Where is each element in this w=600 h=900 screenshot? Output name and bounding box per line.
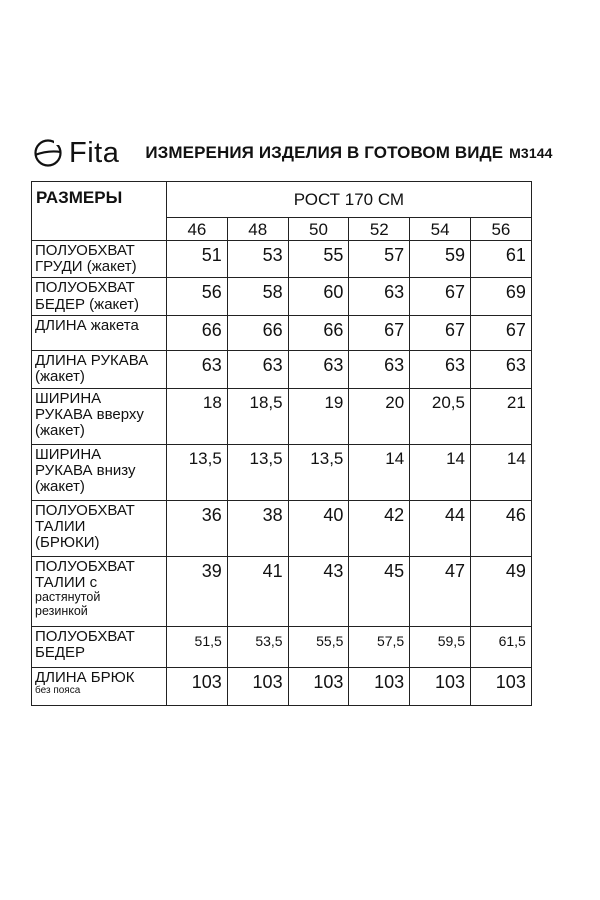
label-line: БЕДЕР (жакет) — [35, 295, 139, 313]
title-text: ИЗМЕРЕНИЯ ИЗДЕЛИЯ В ГОТОВОМ ВИДЕ — [145, 143, 504, 162]
table-cell: 36 — [167, 500, 228, 556]
table-cell: 60 — [288, 278, 349, 315]
label-line: ДЛИНА РУКАВА — [35, 351, 149, 369]
table-cell: 67 — [410, 278, 471, 315]
size-header: 54 — [410, 218, 471, 241]
table-cell: 63 — [288, 350, 349, 388]
size-header: 52 — [349, 218, 410, 241]
table-cell: 58 — [227, 278, 288, 315]
row-label — [32, 315, 167, 350]
table-cell: 103 — [288, 667, 349, 705]
table-cell: 49 — [470, 556, 531, 626]
table-row — [32, 444, 532, 500]
table-cell: 66 — [288, 315, 349, 350]
table-cell: 45 — [349, 556, 410, 626]
table-cell: 53 — [227, 241, 288, 278]
table-cell: 57,5 — [349, 626, 410, 667]
size-header: 48 — [227, 218, 288, 241]
table-row — [32, 667, 532, 705]
table-cell: 59,5 — [410, 626, 471, 667]
row-label — [32, 388, 167, 444]
row-label — [32, 278, 167, 315]
row-label — [32, 444, 167, 500]
row-label — [32, 241, 167, 278]
brand-logo — [33, 138, 119, 168]
label-line: ПОЛУОБХВАТ — [35, 242, 135, 259]
table-cell: 38 — [227, 500, 288, 556]
table-cell: 67 — [470, 315, 531, 350]
label-line: ТАЛИИ с — [35, 573, 98, 591]
size-header: 56 — [470, 218, 531, 241]
label-line: без пояса — [35, 684, 81, 696]
table-cell: 53,5 — [227, 626, 288, 667]
table-row — [32, 556, 532, 626]
table-cell: 20,5 — [410, 388, 471, 444]
table-cell: 63 — [470, 350, 531, 388]
table-cell: 40 — [288, 500, 349, 556]
table-cell: 63 — [349, 350, 410, 388]
label-line: резинкой — [35, 603, 88, 618]
label-line: БЕДЕР — [35, 643, 86, 661]
table-cell: 51 — [167, 241, 228, 278]
table-cell: 18 — [167, 388, 228, 444]
label-line: ГРУДИ (жакет) — [35, 258, 137, 276]
label-line: ПОЛУОБХВАТ — [35, 557, 135, 575]
table-cell: 21 — [470, 388, 531, 444]
table-cell: 103 — [227, 667, 288, 705]
fita-logo-icon — [33, 138, 63, 168]
row-label — [32, 500, 167, 556]
table-cell: 44 — [410, 500, 471, 556]
table-row — [32, 500, 532, 556]
table-cell: 63 — [349, 278, 410, 315]
page-header — [33, 136, 573, 170]
label-line: (жакет) — [35, 422, 85, 440]
label-line: (жакет) — [35, 478, 85, 496]
table-row — [32, 241, 532, 278]
table-cell: 13,5 — [288, 444, 349, 500]
label-line: РУКАВА внизу — [35, 461, 136, 479]
height-header: РОСТ 170 СМ — [167, 182, 532, 218]
table-row — [32, 315, 532, 350]
table-cell: 55 — [288, 241, 349, 278]
table-cell: 57 — [349, 241, 410, 278]
table-cell: 41 — [227, 556, 288, 626]
table-row — [32, 626, 532, 667]
table-cell: 42 — [349, 500, 410, 556]
table-row — [32, 278, 532, 315]
header-row — [32, 182, 532, 218]
table-cell: 66 — [227, 315, 288, 350]
label-line: растянутой — [35, 590, 101, 605]
label-line: ПОЛУОБХВАТ — [35, 627, 135, 645]
table-cell: 39 — [167, 556, 228, 626]
table-cell: 14 — [410, 444, 471, 500]
label-line: ДЛИНА БРЮК — [35, 668, 135, 686]
table-cell: 20 — [349, 388, 410, 444]
table-cell: 59 — [410, 241, 471, 278]
label-line: ТАЛИИ — [35, 517, 86, 535]
table-cell: 63 — [410, 350, 471, 388]
table-cell: 103 — [470, 667, 531, 705]
table-row — [32, 350, 532, 388]
label-line: ПОЛУОБХВАТ — [35, 501, 135, 519]
row-label — [32, 667, 167, 705]
table-cell: 46 — [470, 500, 531, 556]
table-cell: 55,5 — [288, 626, 349, 667]
table-cell: 18,5 — [227, 388, 288, 444]
table-cell: 51,5 — [167, 626, 228, 667]
label-line: ДЛИНА жакета — [35, 316, 139, 334]
table-cell: 63 — [227, 350, 288, 388]
model-code: M3144 — [509, 145, 553, 161]
label-line: РУКАВА вверху — [35, 405, 144, 423]
sizes-header: РАЗМЕРЫ — [32, 182, 167, 241]
label-line: (жакет) — [35, 367, 85, 385]
row-label — [32, 350, 167, 388]
label-line: ПОЛУОБХВАТ — [35, 279, 135, 297]
table-cell: 56 — [167, 278, 228, 315]
page-title — [145, 143, 552, 163]
brand-name: Fita — [69, 136, 120, 169]
table-cell: 66 — [167, 315, 228, 350]
table-cell: 13,5 — [227, 444, 288, 500]
table-cell: 14 — [470, 444, 531, 500]
table-cell: 61,5 — [470, 626, 531, 667]
table-cell: 67 — [349, 315, 410, 350]
table-cell: 43 — [288, 556, 349, 626]
table-cell: 47 — [410, 556, 471, 626]
label-line: ШИРИНА — [35, 445, 102, 463]
table-cell: 103 — [167, 667, 228, 705]
table-cell: 67 — [410, 315, 471, 350]
row-label — [32, 626, 167, 667]
size-header: 46 — [167, 218, 228, 241]
table-row — [32, 388, 532, 444]
table-cell: 13,5 — [167, 444, 228, 500]
size-header: 50 — [288, 218, 349, 241]
table-cell: 61 — [470, 241, 531, 278]
table-cell: 19 — [288, 388, 349, 444]
label-line: ШИРИНА — [35, 389, 102, 407]
size-table — [31, 181, 532, 706]
table-cell: 103 — [349, 667, 410, 705]
label-line: (БРЮКИ) — [35, 534, 100, 552]
table-cell: 14 — [349, 444, 410, 500]
table-cell: 103 — [410, 667, 471, 705]
table-cell: 69 — [470, 278, 531, 315]
table-cell: 63 — [167, 350, 228, 388]
row-label — [32, 556, 167, 626]
